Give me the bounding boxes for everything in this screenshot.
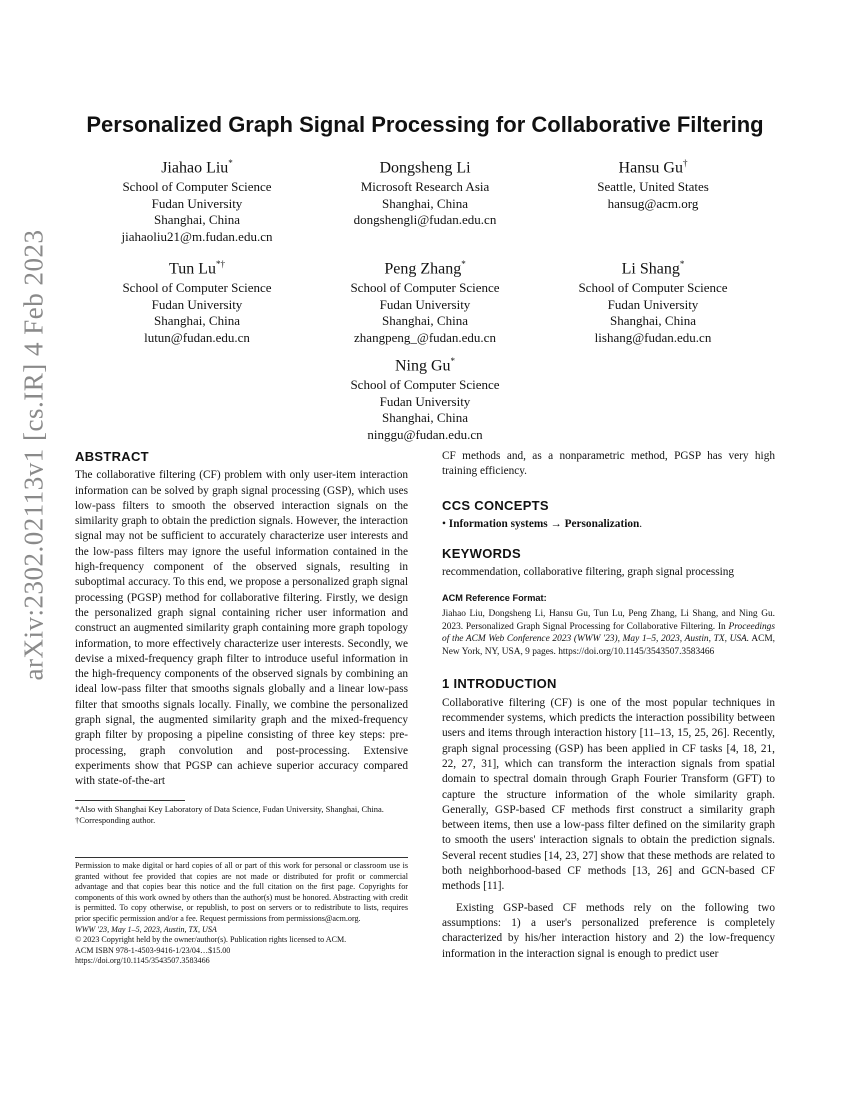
author-institution: Fudan University: [607, 296, 699, 312]
introduction-paragraph: Existing GSP-based CF methods rely on the following two assumptions: 1) a user's personalized preference is completely characterized by his/her interaction history and 2) the low-frequency information in the interaction signal is enough to predict user: [442, 901, 775, 960]
footnote-separator: [75, 800, 185, 801]
author-name: Jiahao Liu: [161, 159, 229, 177]
left-column: [75, 449, 408, 826]
author-affiliation: Microsoft Research Asia: [360, 179, 490, 195]
permission-separator: [75, 857, 408, 858]
reference-tail: ACM, New York, NY, USA, 9 pages. https://doi.org/10.1145/3543507.3583466: [442, 634, 776, 657]
paper-title: Personalized Graph Signal Processing for Collaborative Filtering: [86, 112, 764, 137]
author-email: hansug@acm.org: [607, 195, 699, 211]
author-institution: Fudan University: [151, 296, 243, 312]
introduction-heading: 1 INTRODUCTION: [442, 676, 557, 692]
author-block: [295, 254, 555, 346]
author-block: [67, 153, 327, 245]
author-mark: *: [228, 158, 233, 168]
author-name: Li Shang: [621, 260, 680, 278]
author-name: Dongsheng Li: [379, 159, 471, 177]
permission-block: [75, 857, 408, 967]
doi-line: https://doi.org/10.1145/3543507.3583466: [75, 956, 210, 966]
abstract-text: The collaborative filtering (CF) problem with only user-item interaction information can be solved by graph signal processing (GSP), which uses low-pass filters to smooth the observed interaction signals on the similarity graph to obtain the prediction signals. However, the interaction signal may not be sufficient to accurately characterize user interests and the low-pass filters may ignore the useful information contained in the high-frequency component of the observed signals, resulting in suboptimal accuracy. To this end, we propose a personalized graph signal processing (PGSP) method for collaborative filtering. Firstly, we design the personalized graph signal containing richer user information and construct an augmented similarity graph containing more graph topology information, to more effectively characterize user interests. Secondly, we devise a mixed-frequency graph filter to introduce useful information in the high-frequency components of the observed signals by combining an ideal low-pass filter that smooths signals globally and a linear low-pass filter that smooths signals locally. Finally, we combine the personalized graph signal, the augmented similarity graph and the mixed-frequency graph filter by proposing a pipeline consisting of three key steps: pre-processing, graph convolution and post-processing. Extensive experiments show that PGSP can achieve superior accuracy compared with state-of-the-art: [75, 469, 408, 788]
ccs-period: .: [639, 517, 643, 530]
author-name: Peng Zhang: [384, 260, 462, 278]
right-column: [442, 449, 775, 962]
keywords-heading: KEYWORDS: [442, 546, 521, 562]
author-affiliation: School of Computer Science: [122, 179, 272, 195]
author-block: [523, 254, 783, 346]
arrow-right-icon: →: [550, 517, 562, 530]
author-affiliation: School of Computer Science: [350, 280, 500, 296]
author-block: [523, 153, 783, 212]
author-institution: Fudan University: [151, 195, 243, 211]
author-block: [295, 351, 555, 443]
introduction-paragraph: Collaborative filtering (CF) is one of the most popular techniques in recommender systems, which predicts the interaction possibility between users and items through interaction history [11–13, 15, 25, 26]. Recently, graph signal processing (GSP) has been applied in CF tasks [4, 18, 21, 22, 27, 31], which can transform the interaction signals from spatial domain to spectral domain through Graph Fourier Transform (GFT) to capture the structure information of the whole similarity graph. Generally, GSP-based CF methods first construct a similarity graph between items, then use a low-pass filter defined on the similarity graph to smooth the users' interaction signals to obtain the prediction signals. Several recent studies [14, 23, 27] show that these methods are related to both neighborhood-based CF methods [13, 26] and GCN-based CF methods [11].: [442, 696, 775, 893]
author-location: Shanghai, China: [382, 195, 468, 211]
ccs-heading: CCS CONCEPTS: [442, 497, 549, 513]
author-email: dongshengli@fudan.edu.cn: [353, 212, 497, 228]
ccs-concepts: [442, 517, 775, 532]
author-location: Shanghai, China: [382, 410, 468, 426]
permission-text: Permission to make digital or hard copies of all or part of this work for personal or classroom use is granted without fee provided that copies are not made or distributed for profit or commercial advantage and that copies bear this notice and the full citation on the first page. Copyrights for components of this work owned by others than the author(s) must be honored. Abstracting with credit is permitted. To copy otherwise, or republish, to post on servers or to redistribute to lists, requires prior specific permission and/or a fee. Request permissions from permissions@acm.org.: [75, 861, 408, 923]
author-location: Shanghai, China: [154, 212, 240, 228]
author-name: Tun Lu: [169, 260, 216, 278]
author-block: [67, 254, 327, 346]
author-affiliation: School of Computer Science: [350, 377, 500, 393]
arxiv-id: arXiv:2302.02113v1 [cs.IR] 4 Feb 2023: [18, 229, 49, 681]
venue-line: WWW '23, May 1–5, 2023, Austin, TX, USA: [75, 924, 217, 934]
reference-format-heading: ACM Reference Format:: [442, 592, 547, 603]
reference-venue: Proceedings of the ACM Web Conference 2023 (WWW '23), May 1–5, 2023, Austin, TX, USA.: [442, 621, 776, 645]
reference-authors: Jiahao Liu, Dongsheng Li, Hansu Gu, Tun Lu, Peng Zhang, Li Shang, and Ning Gu. 2023. Personalized Graph Signal Processing for Collaborative Filtering. In: [442, 609, 775, 632]
footnote: †Corresponding author.: [75, 814, 156, 825]
author-name: Ning Gu: [394, 357, 451, 375]
author-mark: †: [682, 158, 688, 168]
author-block: [295, 153, 555, 229]
author-location: Seattle, United States: [597, 179, 709, 195]
footnote: *Also with Shanghai Key Laboratory of Data Science, Fudan University, Shanghai, China.: [75, 803, 384, 814]
ccs-term: Information systems: [448, 517, 548, 530]
keywords-text: recommendation, collaborative filtering, graph signal processing: [442, 566, 735, 579]
author-email: lutun@fudan.edu.cn: [144, 329, 250, 345]
author-location: Shanghai, China: [382, 313, 468, 329]
reference-format-text: [442, 608, 775, 658]
isbn-line: ACM ISBN 978-1-4503-9416-1/23/04…$15.00: [75, 945, 231, 955]
author-institution: Fudan University: [379, 393, 471, 409]
author-email: lishang@fudan.edu.cn: [594, 329, 712, 345]
ccs-bullet: •: [442, 517, 446, 530]
author-location: Shanghai, China: [610, 313, 696, 329]
arxiv-sidebar-stamp: [8, 230, 60, 680]
author-location: Shanghai, China: [154, 313, 240, 329]
author-mark: *: [450, 356, 456, 366]
author-institution: Fudan University: [379, 296, 471, 312]
ccs-subterm: Personalization: [564, 517, 640, 530]
author-affiliation: School of Computer Science: [578, 280, 728, 296]
author-mark: *: [679, 259, 685, 269]
author-email: ninggu@fudan.edu.cn: [367, 426, 483, 442]
author-mark: *: [461, 259, 466, 269]
abstract-heading: ABSTRACT: [75, 449, 149, 464]
copyright-line: © 2023 Copyright held by the owner/author(s). Publication rights licensed to ACM.: [75, 935, 347, 945]
author-email: zhangpeng_@fudan.edu.cn: [354, 329, 496, 345]
author-affiliation: School of Computer Science: [122, 280, 272, 296]
author-email: jiahaoliu21@m.fudan.edu.cn: [121, 228, 273, 244]
author-name: Hansu Gu: [618, 159, 683, 177]
author-mark: *†: [215, 259, 225, 269]
abstract-continued: CF methods and, as a nonparametric method, PGSP has very high training efficiency.: [442, 450, 775, 478]
